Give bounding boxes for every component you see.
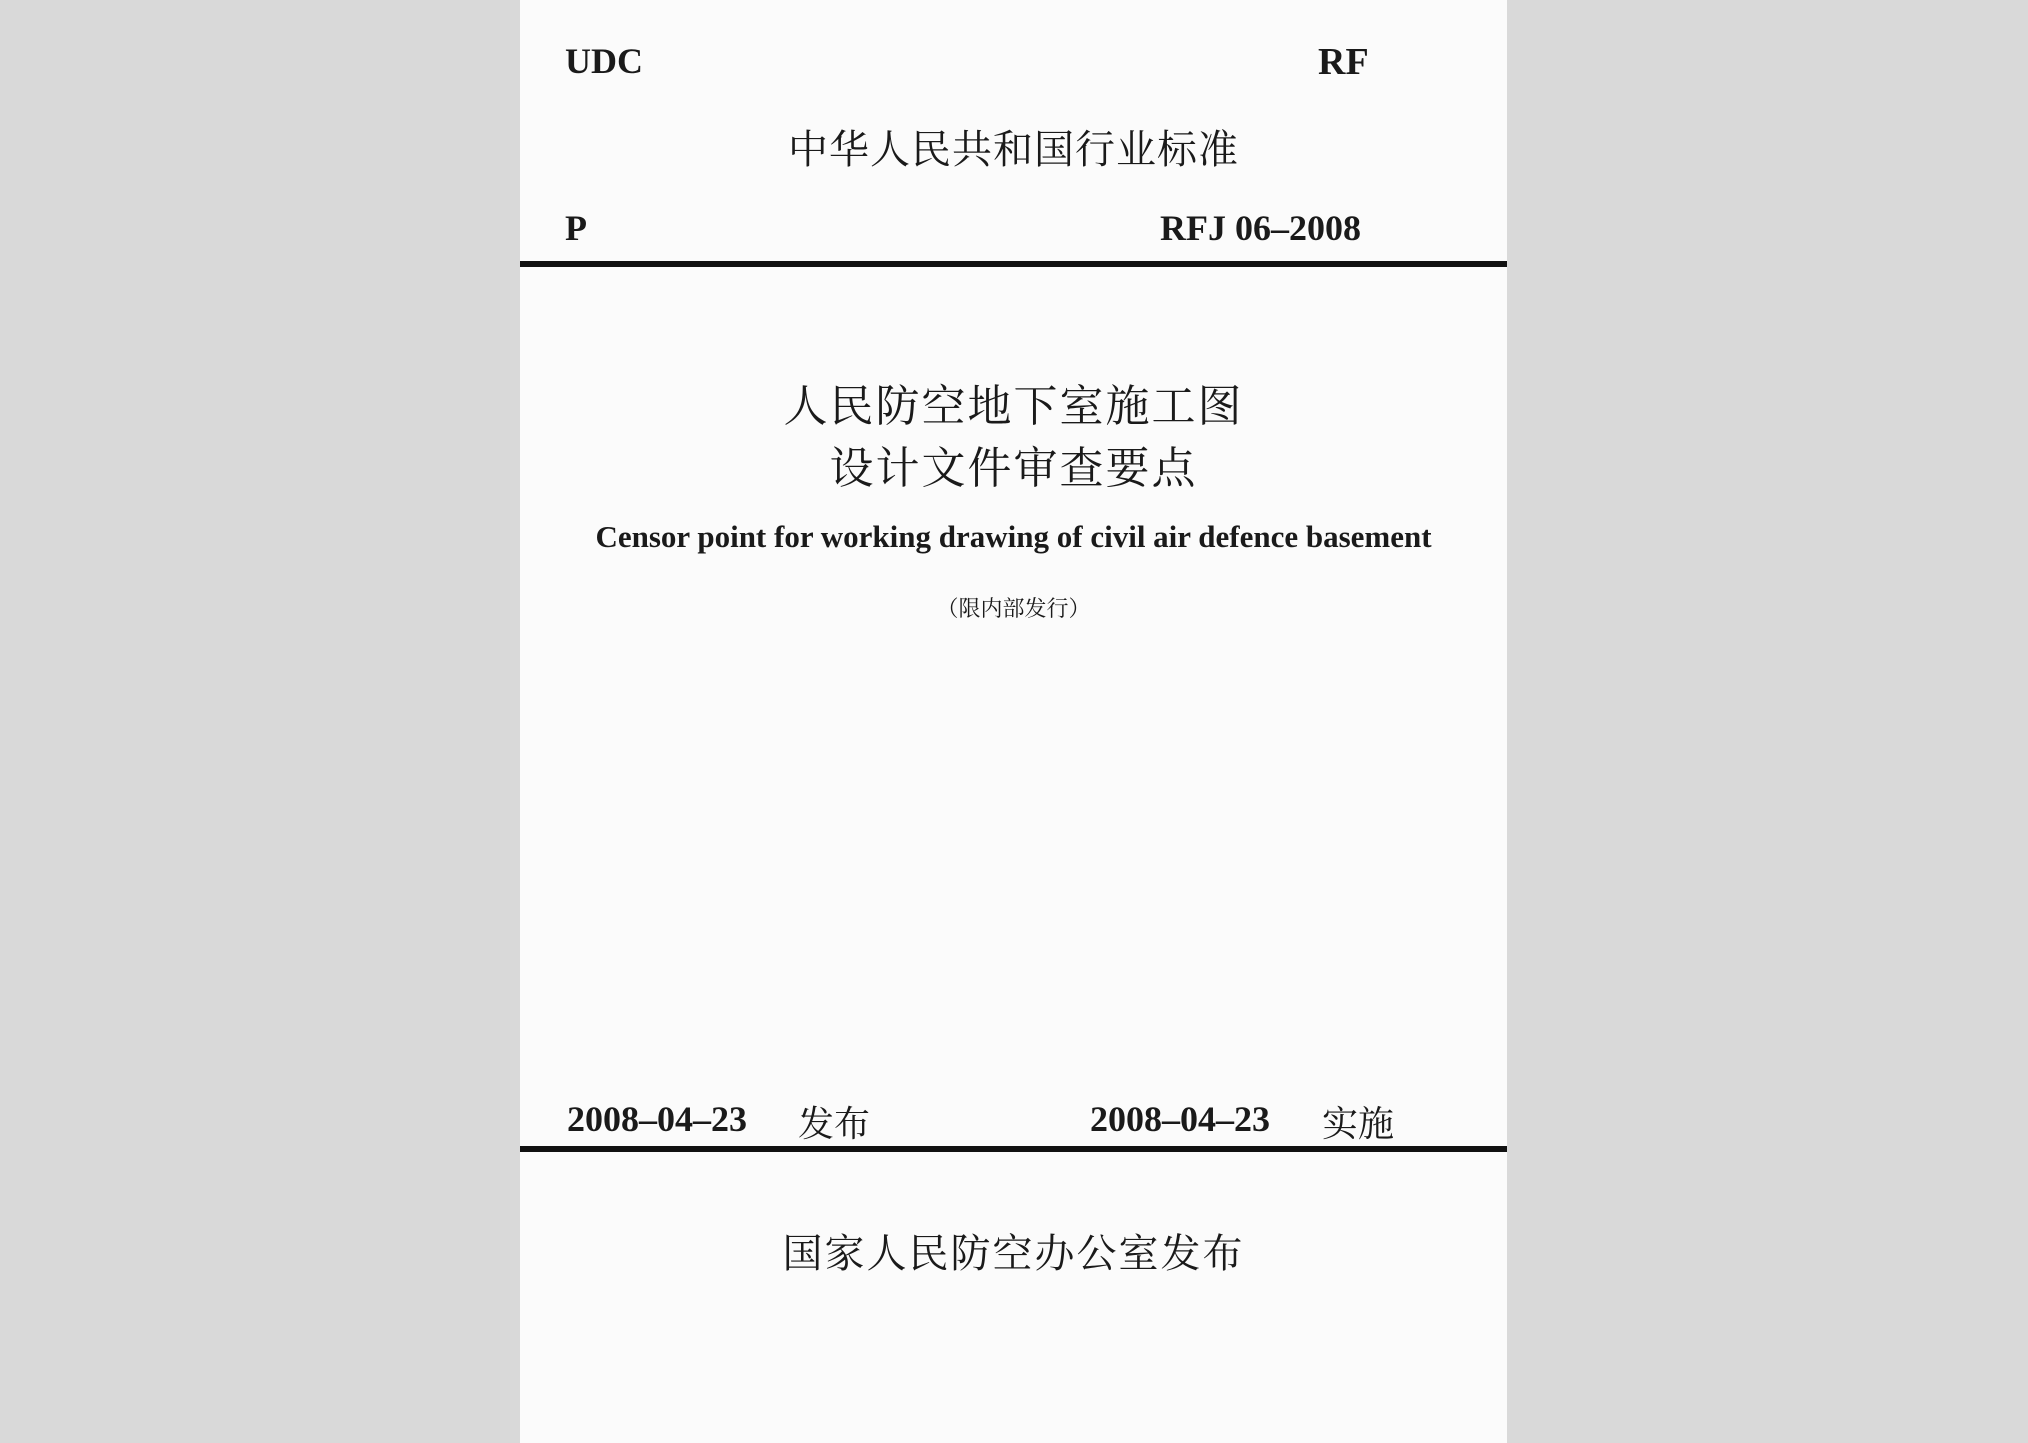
udc-label: UDC	[565, 41, 643, 81]
title-en: Censor point for working drawing of civil air defence basement	[595, 519, 1432, 554]
standard-number: RFJ 06–2008	[1160, 208, 1361, 248]
rf-label: RF	[1318, 41, 1369, 83]
national-standard-heading: 中华人民共和国行业标准	[788, 127, 1239, 173]
issue-label: 发布	[798, 1104, 871, 1145]
restriction-note: （限内部发行）	[936, 597, 1091, 622]
top-divider	[520, 261, 1507, 267]
issue-date: 2008–04–23	[567, 1099, 747, 1139]
implement-date: 2008–04–23	[1090, 1099, 1270, 1139]
title-zh-line1: 人民防空地下室施工图	[783, 381, 1244, 432]
bottom-divider	[520, 1146, 1507, 1152]
document-page	[520, 0, 1507, 1443]
category-code: P	[565, 208, 587, 248]
implement-label: 实施	[1322, 1104, 1395, 1145]
issuer: 国家人民防空办公室发布	[782, 1231, 1245, 1277]
title-zh-line2: 设计文件审查要点	[829, 443, 1198, 494]
